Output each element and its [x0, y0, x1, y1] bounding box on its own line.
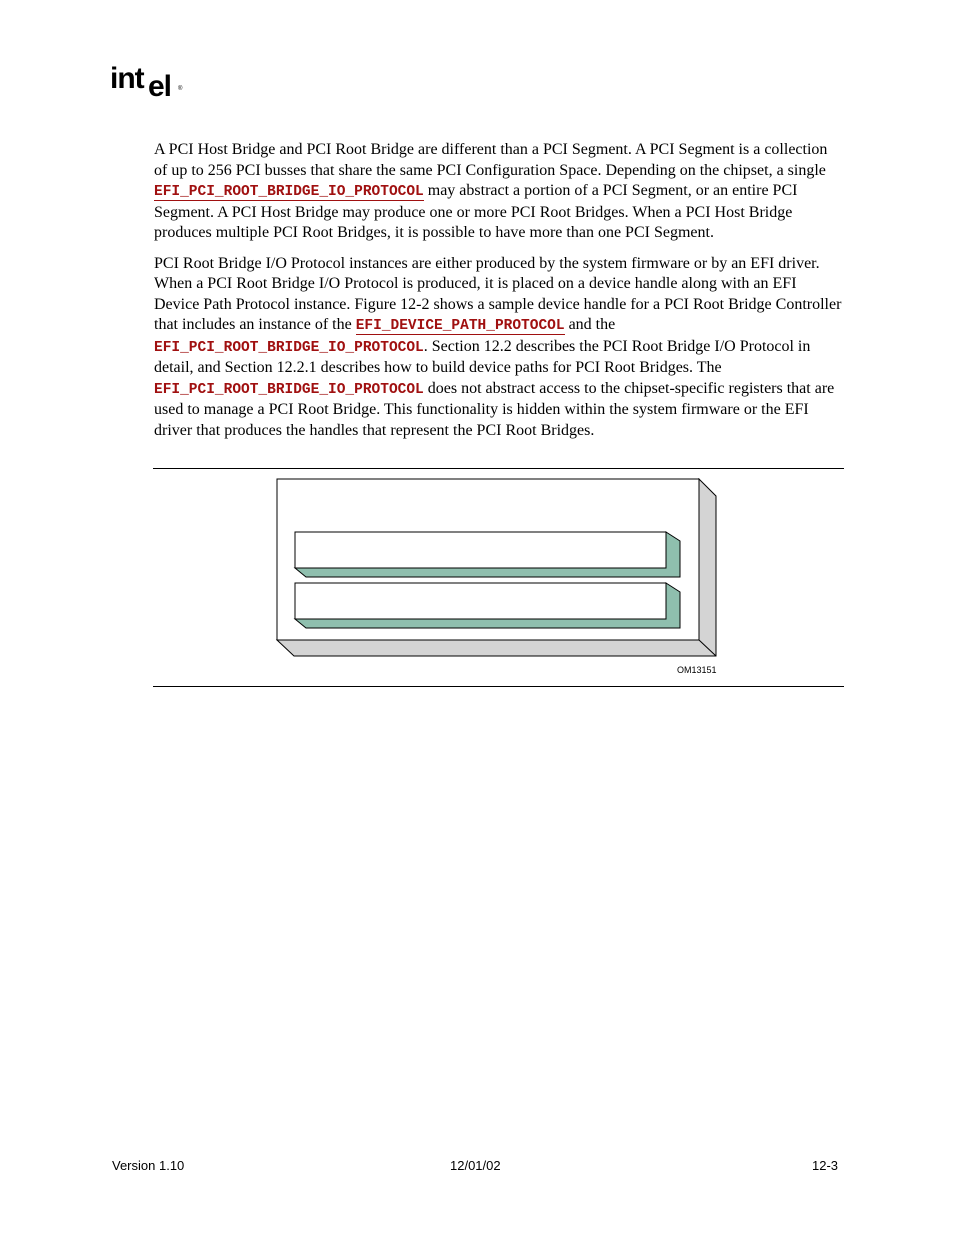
paragraph-1-text-b: may abstract a portion of a PCI Segment, or an entire PCI Segment. A PCI Host Bridge may produce one or more PCI Root Bridges. When a PCI Host Bridge produces multiple PCI Root Bridges, it is possible to have more than one PCI Segment. [154, 182, 798, 241]
figure-bottom-rule [153, 686, 844, 687]
logo-text-int: int [110, 62, 144, 95]
paragraph-2 [154, 254, 844, 442]
logo-text-el: el [148, 70, 172, 102]
paragraph-2-text-d: does not abstract access to the chipset-specific registers that are used to manage a PCI Root Bridge. This functionality is hidden within the system firmware or the EFI driver that produces the handles that represent the PCI Root Bridges. [154, 379, 835, 439]
paragraph-1 [154, 140, 844, 244]
paragraph-1-text-a: A PCI Host Bridge and PCI Root Bridge are different than a PCI Segment. A PCI Segment is a collection of up to 256 PCI busses that share the same PCI Configuration Space. Depending on the chipset, a single [154, 141, 828, 179]
paragraph-2-text-b: and the [564, 316, 616, 333]
protocol-box-1 [295, 532, 666, 568]
figure-id-label: OM13151 [677, 665, 717, 675]
link-efi-pci-root-bridge-io-protocol[interactable]: EFI_PCI_ROOT_BRIDGE_IO_PROTOCOL [154, 184, 424, 200]
figure-top-rule [153, 468, 844, 469]
code-efi-pci-root-bridge-io-protocol: EFI_PCI_ROOT_BRIDGE_IO_PROTOCOL [154, 339, 424, 356]
paragraph-2-text-c: . Section 12.2 describes the PCI Root Bridge I/O Protocol in detail, and Section 12.2.1 describes how to build device paths for PCI Root Bridges. The [154, 337, 811, 376]
footer-page-number: 12-3 [812, 1158, 839, 1173]
body-text [154, 140, 844, 451]
device-handle-figure [276, 478, 721, 660]
footer-date: 12/01/02 [450, 1158, 501, 1173]
link-efi-device-path-protocol[interactable]: EFI_DEVICE_PATH_PROTOCOL [355, 318, 565, 334]
code-efi-pci-root-bridge-io-protocol-2: EFI_PCI_ROOT_BRIDGE_IO_PROTOCOL [154, 381, 424, 398]
footer-version: Version 1.10 [112, 1158, 185, 1173]
logo-registered-mark: ® [178, 86, 183, 92]
paragraph-2-text-a: PCI Root Bridge I/O Protocol instances are either produced by the system firmware or by an EFI driver. When a PCI Root Bridge I/O Protocol is produced, it is placed on a device handle along with an EFI Device Path Protocol instance. Figure 12-2 shows a sample device handle for a PCI Root Bridge Controller that includes an instance of the [154, 254, 842, 333]
protocol-box-2 [295, 583, 666, 619]
intel-logo [110, 60, 190, 102]
